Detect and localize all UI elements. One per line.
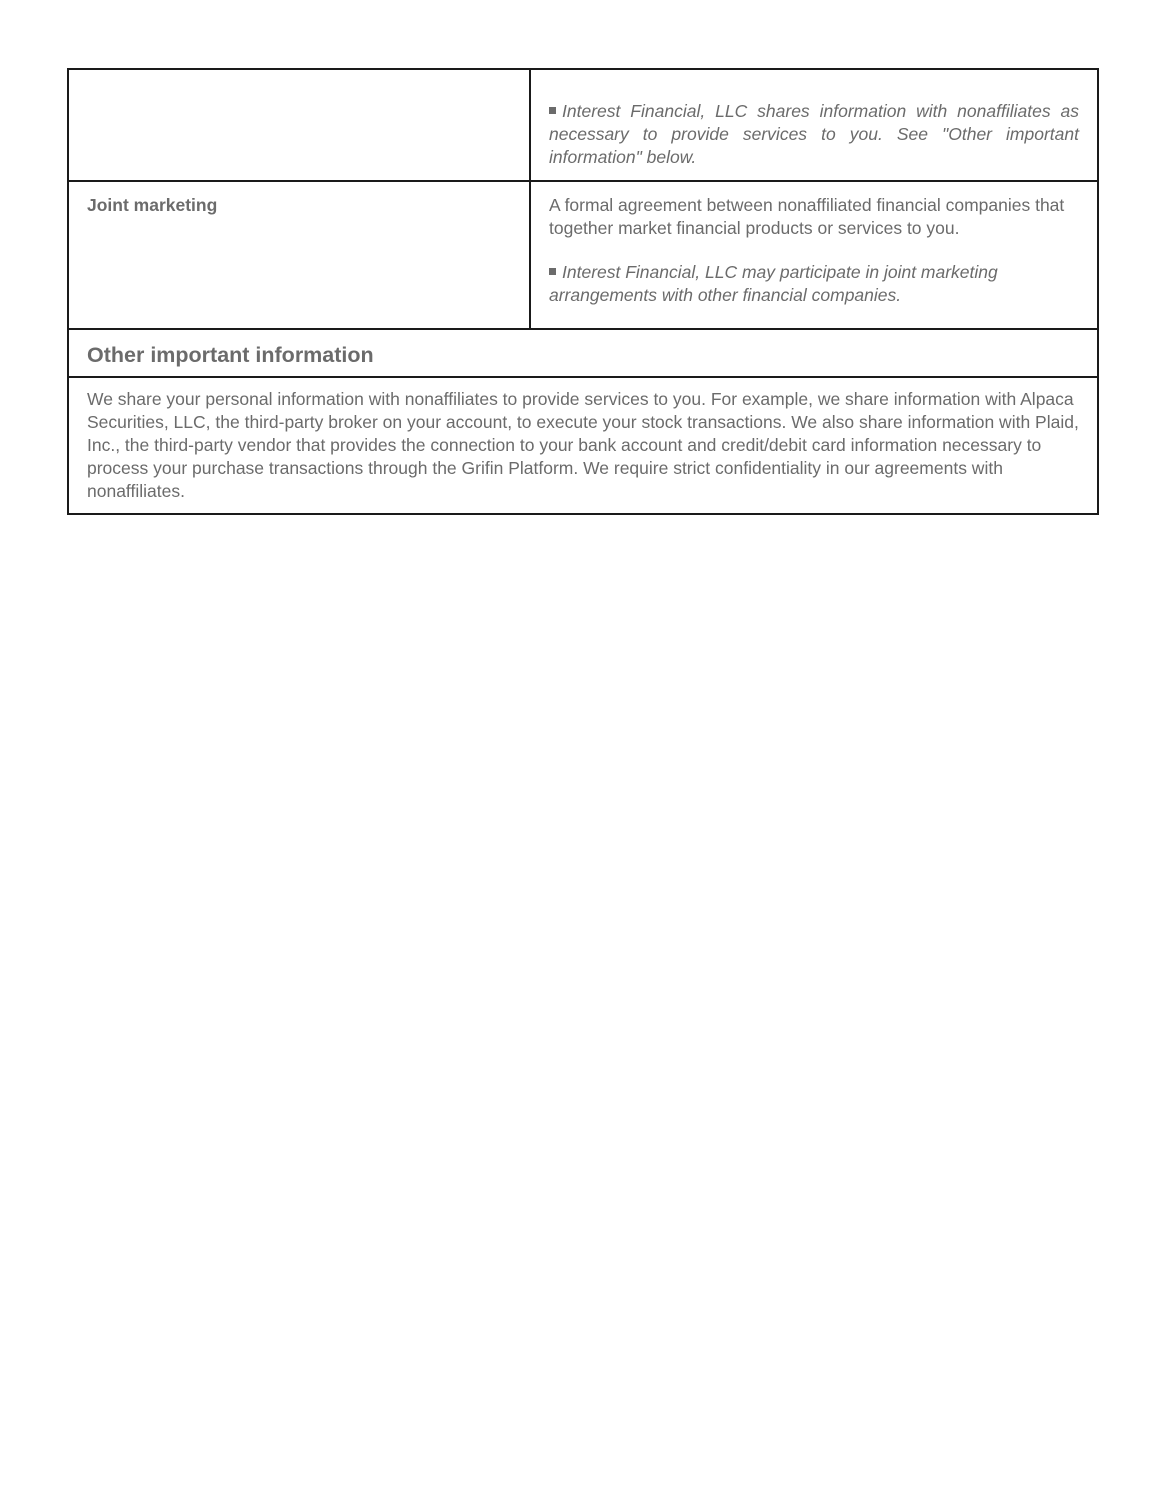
square-bullet-icon: [549, 268, 556, 275]
bullet-text: Interest Financial, LLC may participate in joint marketing arrangements with other financial companies.: [549, 262, 998, 305]
definition-text: A formal agreement between nonaffiliated financial companies that together market financial products or services to you.: [549, 195, 1065, 238]
term-label: Joint marketing: [87, 195, 218, 215]
other-info-paragraph: We share your personal information with nonaffiliates to provide services to you. For example, we share information with Alpaca Securities, LLC, the third-party broker on your account, to execute your stock transactions. We also share information with Plaid, Inc., the third-party vendor that provides the connection to your bank account and credit/debit card information necessary to process your purchase transactions through the Grifin Platform. We require strict confidentiality in our agreements with nonaffiliates.: [87, 389, 1079, 501]
section-title: Other important information: [87, 343, 374, 367]
table-row-nonaffiliates-continued: [69, 70, 1097, 182]
bullet-item: [549, 261, 1079, 307]
bullet-item: [549, 100, 1079, 169]
definition-cell: [531, 70, 1097, 180]
definition-cell: [531, 182, 1097, 328]
other-info-body: [69, 378, 1097, 513]
privacy-definitions-table: [67, 68, 1099, 515]
term-cell: [69, 182, 531, 328]
square-bullet-icon: [549, 107, 556, 114]
term-cell: [69, 70, 531, 180]
other-info-header: [69, 330, 1097, 378]
bullet-text: Interest Financial, LLC shares information with nonaffiliates as necessary to provide services to you. See "Other important information" below.: [549, 101, 1079, 167]
table-row-joint-marketing: [69, 182, 1097, 330]
